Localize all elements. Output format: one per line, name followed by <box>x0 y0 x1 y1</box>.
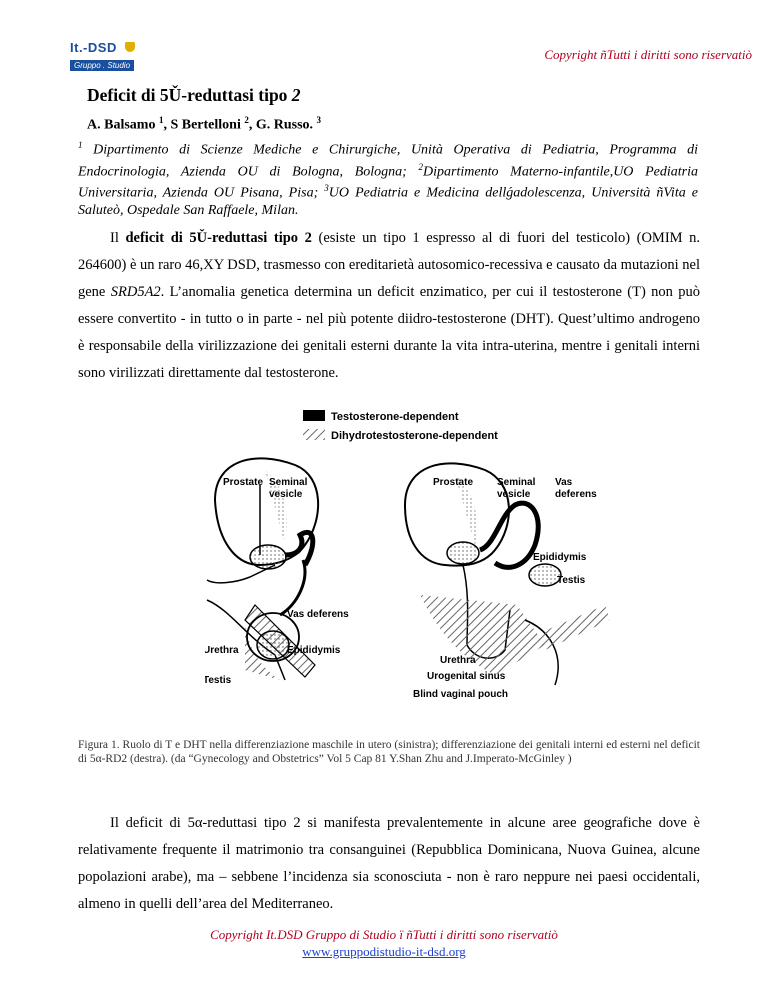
logo-shield-icon <box>125 42 135 52</box>
right-label-prostate: Prostate <box>433 477 474 488</box>
right-label-testis: Testis <box>557 575 586 586</box>
left-label-epididymis: Epididymis <box>287 645 341 656</box>
left-label-urethra: Urethra <box>205 645 239 656</box>
para-text: Il <box>110 230 126 246</box>
left-label-seminal: Seminal <box>269 477 308 488</box>
legend-dht: Dihydrotestosterone-dependent <box>331 430 498 442</box>
affil-text: Dipartimento Materno-infantile,UO Pediatria Universitaria, Azienda OU Pisana, Pisa; <box>78 164 698 201</box>
affil-sup: 3 <box>324 183 329 194</box>
right-diagram <box>405 463 610 700</box>
paragraph-intro <box>78 225 700 387</box>
left-diagram <box>205 458 349 686</box>
left-label-prostate: Prostate <box>223 477 264 488</box>
title-italic: 2 <box>291 85 301 105</box>
header-copyright: Copyright ñTutti i diritti sono riservatiò <box>544 47 752 62</box>
figure-caption: Figura 1. Ruolo di T e DHT nella differenziazione maschile in utero (sinistra); differenziazione dei genitali interni ed esterni nel deficit di 5α-RD2 (destra). (da “Gynecology and Obstetrics” Vol 5 Cap 81 Y.Shan Zhu and J.Imperato-McGinley ) <box>78 739 700 765</box>
left-label-vas-deferens: Vas deferens <box>287 609 349 620</box>
legend-testosterone: Testosterone-dependent <box>331 411 459 423</box>
affiliations <box>78 137 698 219</box>
figure-anatomy <box>205 405 617 705</box>
right-label-vesicle: vesicle <box>497 489 531 500</box>
affil-sup: 2 <box>418 161 424 172</box>
left-label-vesicle: vesicle <box>269 489 303 500</box>
paper-title <box>87 85 301 106</box>
left-label-testis: Testis <box>205 675 232 686</box>
gene-name: SRD5A2 <box>110 284 161 300</box>
author-sup: 3 <box>316 115 322 125</box>
legend-swatch-testosterone <box>303 410 325 421</box>
author-sup: 1 <box>158 115 164 125</box>
right-label-blind-vaginal-pouch: Blind vaginal pouch <box>413 689 509 700</box>
logo-subtitle: Gruppo . Studio <box>70 60 134 71</box>
right-label-urogenital-sinus: Urogenital sinus <box>427 671 506 682</box>
author-name: , G. Russo. <box>248 117 317 133</box>
para-bold: deficit di 5Ǔ-reduttasi tipo 2 <box>125 230 312 246</box>
right-label-deferens: deferens <box>555 489 597 500</box>
author-name: , S Bertelloni <box>163 117 245 133</box>
paragraph-epidemiology: Il deficit di 5α-reduttasi tipo 2 si manifesta prevalentemente in alcune aree geografiche dove è relativamente frequente il matrimonio tra consanguinei (Repubblica Dominicana, Nuova Guinea, alcune popolazioni arabe), ma – sebbene l’incidenza sia sconosciuta - non è raro neppure nei paesi occidentali, almeno in quelli dell’area del Mediterraneo. <box>78 815 700 912</box>
logo <box>70 40 142 74</box>
affil-sup: 1 <box>78 140 83 150</box>
para-text: (esiste un tipo 1 espresso al di fuori del testicolo) (OMIM n. 264600) è un raro 46,XY DSD, trasmesso con ereditarietà autosomico-recessiva e causato da mutazioni nel gene <box>78 230 701 300</box>
footer-copyright: Copyright It.DSD Gruppo di Studio ï ñTutti i diritti sono riservatiò <box>210 927 558 942</box>
right-label-urethra: Urethra <box>440 655 476 666</box>
footer-link[interactable]: www.gruppodistudio-it-dsd.org <box>302 944 466 959</box>
anatomy-diagram <box>205 405 617 705</box>
title-main: Deficit di 5Ǔ-reduttasi tipo <box>87 85 292 105</box>
affil-text: Dipartimento di Scienze Mediche e Chirurgiche, Unità Operativa di Pediatria, Programma di Endocrinologia, Azienda OU di Bologna, Bologna; <box>78 142 698 180</box>
author-name: A. Balsamo <box>87 117 159 133</box>
right-label-seminal: Seminal <box>497 477 536 488</box>
authors <box>87 115 321 134</box>
author-sup: 2 <box>244 115 249 125</box>
logo-text: It.-DSD <box>70 40 117 55</box>
right-label-vas: Vas <box>555 477 573 488</box>
right-label-epididymis: Epididymis <box>533 552 587 563</box>
affil-text: UO Pediatria e Medicina dellǵadolescenza, Università ñVita e Saluteò, Ospedale San Raffaele, Milan. <box>78 185 698 218</box>
para-text: . L’anomalia genetica determina un deficit enzimatico, per cui il testosterone (T) non può essere convertito - in tutto o in parte - nel più potente diidro-testosterone (DHT). Quest’ultimo androgeno è responsabile della virilizzazione dei genitali esterni durante la vita intra-uterina, mentre i genitali interni sono virilizzati direttamente dal testosterone. <box>78 284 700 381</box>
legend-swatch-dht <box>303 429 325 440</box>
